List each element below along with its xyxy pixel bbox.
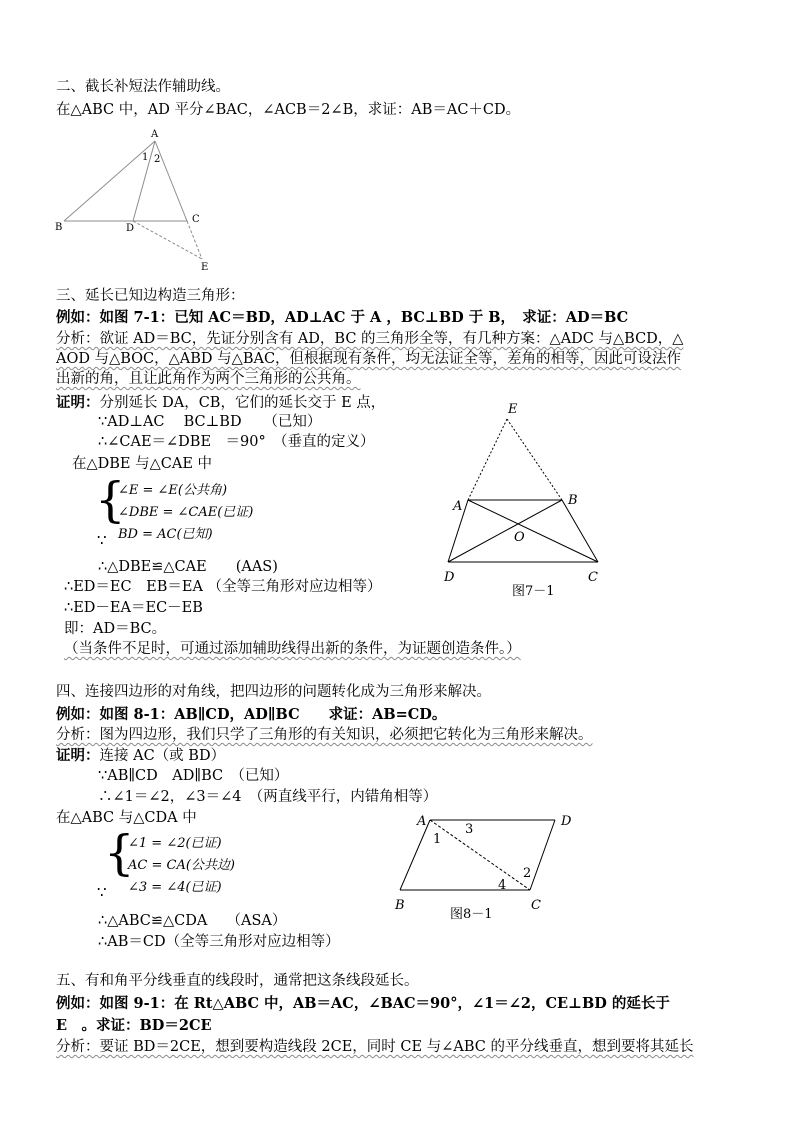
section-3-step-7: 即：AD＝BC。 xyxy=(64,621,167,637)
label-d: D xyxy=(126,223,135,234)
label-o: O xyxy=(514,530,525,545)
section-4-step-4: ∴△ABC≌△CDA （ASA） xyxy=(98,913,287,929)
label-a: A xyxy=(417,814,427,829)
proof-label: 证明： xyxy=(56,394,100,411)
section-3-note: （当条件不足时，可通过添加辅助线得出新的条件，为证题创造条件。） xyxy=(64,641,521,657)
section-3-step-6: ∴ED－EA＝EC－EB xyxy=(64,600,203,616)
section-3-title: 三、延长已知边构造三角形： xyxy=(56,288,245,304)
label-angle-3: 3 xyxy=(465,822,474,837)
section-3-step-3: 在△DBE 与△CAE 中 xyxy=(72,456,213,472)
section-3-analysis-line-3: 出新的角，且让此角作为两个三角形的公共角。 xyxy=(56,371,361,387)
label-a: A xyxy=(151,129,159,140)
section-5-title: 五、有和角平分线垂直的线段时，通常把这条线段延长。 xyxy=(56,973,419,989)
label-angle-4: 4 xyxy=(498,878,507,893)
section-2-problem: 在△ABC 中，AD 平分∠BAC，∠ACB＝2∠B，求证：AB＝AC＋CD。 xyxy=(56,102,521,118)
label-angle-2: 2 xyxy=(154,154,161,165)
because-symbol: ∵ xyxy=(97,531,107,549)
section-4-example: 例如：如图 8-1：AB∥CD，AD∥BC 求证：AB=CD。 xyxy=(56,706,447,723)
figure-7-1-caption: 图7－1 xyxy=(512,584,555,599)
section-3-condition-2: ∠DBE = ∠CAE(已证) xyxy=(118,505,254,520)
section-4-title: 四、连接四边形的对角线，把四边形的问题转化成为三角形来解决。 xyxy=(56,684,491,700)
section-4-step-5: ∴AB＝CD（全等三角形对应边相等） xyxy=(98,934,340,950)
line-ac xyxy=(468,500,598,562)
figure-8-1 xyxy=(390,808,590,924)
section-3-step-5: ∴ED＝EC EB＝EA （全等三角形对应边相等） xyxy=(64,579,382,595)
line-bc xyxy=(562,500,598,562)
label-d: D xyxy=(444,570,455,585)
section-3-proof-line xyxy=(56,393,385,413)
section-3-step-2: ∴∠CAE＝∠DBE ＝90° （垂直的定义） xyxy=(98,434,375,450)
section-5-example-line-1: 例如：如图 9-1：在 Rt△ABC 中，AB＝AC，∠BAC＝90°，∠1＝∠2，CE⊥BD 的延长于 xyxy=(56,995,670,1012)
label-b: B xyxy=(395,898,405,913)
section-4-step-3: 在△ABC 与△CDA 中 xyxy=(56,810,197,826)
figure-7-1 xyxy=(436,396,616,602)
label-d: D xyxy=(561,814,572,829)
label-angle-1: 1 xyxy=(142,152,149,163)
line-dc xyxy=(530,820,555,890)
label-b: B xyxy=(568,493,578,508)
section-3-step-4: ∴△DBE≌△CAE (AAS) xyxy=(98,559,278,575)
because-symbol: ∵ xyxy=(97,883,107,901)
label-b: B xyxy=(55,222,63,233)
label-c: C xyxy=(531,898,541,913)
line-ea-dotted xyxy=(468,419,507,500)
conditions-brace: { xyxy=(104,825,135,881)
section-4-condition-2: AC = CA(公共边) xyxy=(128,858,235,873)
label-e: E xyxy=(508,402,518,417)
section-4-step-1: ∵AB∥CD AD∥BC （已知） xyxy=(98,768,289,784)
section-3-example: 例如：如图 7-1：已知 AC＝BD，AD⊥AC 于 A ，BC⊥BD 于 B， 求证：AD＝BC xyxy=(56,309,629,326)
section-4-condition-1: ∠1 = ∠2(已证) xyxy=(128,836,222,851)
section-4-step-2: ∴∠1＝∠2，∠3＝∠4 （两直线平行，内错角相等） xyxy=(98,789,438,805)
label-c: C xyxy=(588,570,598,585)
line-ab xyxy=(400,820,430,890)
label-angle-1: 1 xyxy=(433,832,442,847)
section-3-analysis-line-1: 分析：欲证 AD＝BC，先证分别含有 AD，BC 的三角形全等，有几种方案：△ADC 与△BCD，△ xyxy=(56,331,684,347)
section-2-title: 二、截长补短法作辅助线。 xyxy=(56,79,230,95)
section-3-condition-1: ∠E = ∠E(公共角) xyxy=(118,483,228,498)
figure-8-1-caption: 图8－1 xyxy=(450,907,493,922)
section-3-condition-3: BD = AC(已知) xyxy=(118,527,213,542)
section-3-analysis-line-2: AOD 与△BOC，△ABD 与△BAC，但根据现有条件，均无法证全等，差角的相等，因此可设法作 xyxy=(56,351,682,367)
section-4-proof-line xyxy=(56,746,225,766)
proof-first-step: 连接 AC（或 BD） xyxy=(99,748,226,764)
section-3-step-1: ∵AD⊥AC BC⊥BD （已知） xyxy=(98,414,322,430)
line-ac-dashed xyxy=(430,820,530,890)
label-angle-2: 2 xyxy=(523,866,532,881)
label-c: C xyxy=(192,214,200,225)
line-ac xyxy=(155,141,187,221)
section-5-example-line-2: E 。求证：BD＝2CE xyxy=(56,1017,212,1034)
section-5-analysis: 分析：要证 BD＝2CE，想到要构造线段 2CE，同时 CE 与∠ABC 的平分线垂直，想到要将其延长 xyxy=(56,1039,694,1055)
label-e: E xyxy=(201,262,209,273)
section-4-analysis: 分析：图为四边形，我们只学了三角形的有关知识，必须把它转化为三角形来解决。 xyxy=(56,727,593,743)
proof-label: 证明： xyxy=(56,747,100,764)
line-de-dashed xyxy=(133,221,202,259)
conditions-brace: { xyxy=(95,472,126,528)
label-a: A xyxy=(453,499,463,514)
section-4-condition-3: ∠3 = ∠4(已证) xyxy=(128,880,222,895)
proof-first-step: 分别延长 DA，CB，它们的延长交于 E 点， xyxy=(99,395,386,411)
line-ce-dashed xyxy=(187,221,202,259)
figure-triangle-abc xyxy=(50,124,230,276)
line-eb-dotted xyxy=(507,419,562,500)
